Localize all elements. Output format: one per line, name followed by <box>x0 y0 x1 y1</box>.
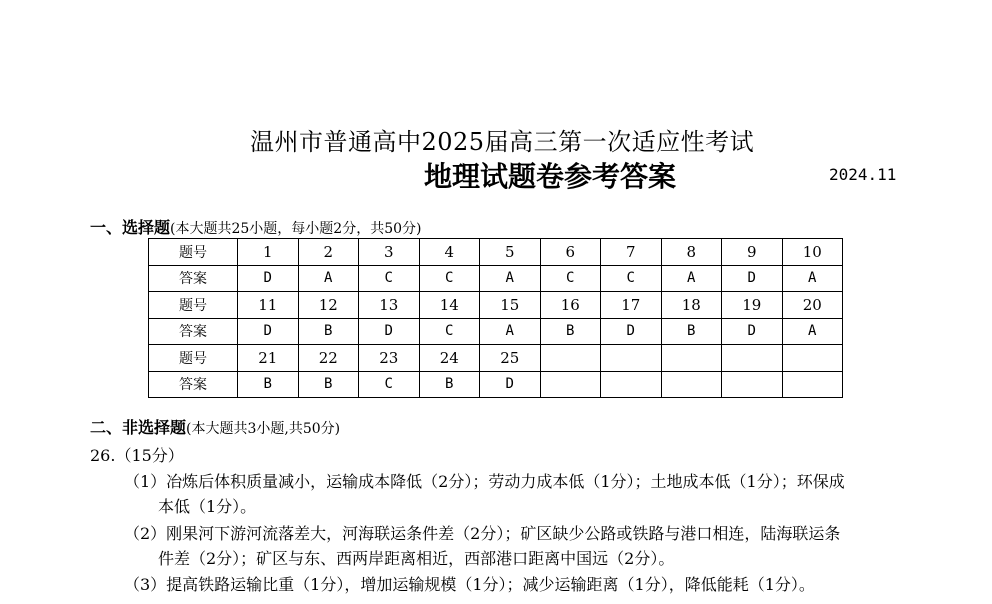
answer-cell: A <box>782 265 843 292</box>
section-1-title: 一、选择题 <box>90 218 171 237</box>
answer-cell: B <box>661 318 722 345</box>
question-number-row <box>149 239 843 266</box>
section-2-heading <box>90 415 340 438</box>
question-number-cell: 5 <box>480 239 541 266</box>
question-number-cell: 11 <box>238 292 299 319</box>
section-2-title: 二、非选择题 <box>90 418 187 437</box>
answer-cell: D <box>722 265 783 292</box>
section-2-note: (本大题共3小题,共50分) <box>186 421 341 437</box>
answer-cell: C <box>359 265 420 292</box>
answer-label: 答案 <box>149 265 238 292</box>
question-number-cell: 6 <box>540 239 601 266</box>
answer-cell: D <box>359 318 420 345</box>
question-number-label: 题号 <box>149 239 238 266</box>
answer-row <box>149 265 843 292</box>
answer-cell: B <box>298 371 359 398</box>
question-number-cell <box>722 345 783 372</box>
answer-cell: B <box>540 318 601 345</box>
q26-part3-line1: （3）提高铁路运输比重（1分），增加运输规模（1分）；减少运输距离（1分），降低能耗（1分）。 <box>124 575 815 594</box>
answer-cell <box>540 371 601 398</box>
answer-cell: B <box>238 371 299 398</box>
question-number-cell: 9 <box>722 239 783 266</box>
answer-row <box>149 318 843 345</box>
document-date: 2024.11 <box>829 165 897 184</box>
answer-cell: D <box>238 318 299 345</box>
question-number-cell <box>540 345 601 372</box>
question-number-cell: 16 <box>540 292 601 319</box>
question-number-cell: 8 <box>661 239 722 266</box>
answer-cell: A <box>298 265 359 292</box>
answer-cell: B <box>298 318 359 345</box>
answer-cell: C <box>359 371 420 398</box>
question-number-cell: 15 <box>480 292 541 319</box>
answer-cell: D <box>480 371 541 398</box>
answer-cell <box>782 371 843 398</box>
question-number-row <box>149 292 843 319</box>
answer-table <box>148 238 843 398</box>
answer-cell: D <box>601 318 662 345</box>
q26-part1-line1: （1）冶炼后体积质量减小，运输成本降低（2分）；劳动力成本低（1分）；土地成本低（1分）；环保成 <box>124 472 845 491</box>
answer-cell: C <box>419 318 480 345</box>
document-title: 温州市普通高中2025届高三第一次适应性考试 <box>250 128 755 156</box>
answer-label: 答案 <box>149 371 238 398</box>
answer-cell: A <box>480 318 541 345</box>
answer-cell: C <box>601 265 662 292</box>
answer-cell: A <box>480 265 541 292</box>
question-number-label: 题号 <box>149 292 238 319</box>
question-number-cell: 25 <box>480 345 541 372</box>
q26-part2-line2: 件差（2分）；矿区与东、西两岸距离相近，西部港口距离中国远（2分）。 <box>158 549 675 568</box>
answer-cell: A <box>661 265 722 292</box>
answer-cell <box>722 371 783 398</box>
answer-label: 答案 <box>149 318 238 345</box>
question-number-cell: 13 <box>359 292 420 319</box>
question-number-cell: 23 <box>359 345 420 372</box>
question-number-cell: 19 <box>722 292 783 319</box>
q26-part1-line2: 本低（1分）。 <box>158 497 257 516</box>
question-number-cell: 14 <box>419 292 480 319</box>
question-number-cell <box>601 345 662 372</box>
question-number-label: 题号 <box>149 345 238 372</box>
section-1-note: (本大题共25小题，每小题2分，共50分) <box>170 221 422 237</box>
answer-cell: D <box>238 265 299 292</box>
answer-cell <box>661 371 722 398</box>
answer-cell: D <box>722 318 783 345</box>
question-number-cell: 22 <box>298 345 359 372</box>
question-number-cell <box>782 345 843 372</box>
question-number-cell: 21 <box>238 345 299 372</box>
question-number-cell: 1 <box>238 239 299 266</box>
answer-cell: B <box>419 371 480 398</box>
question-26-label: 26.（15分） <box>90 446 184 465</box>
answer-cell: C <box>540 265 601 292</box>
section-1-heading <box>90 215 421 238</box>
question-number-cell: 20 <box>782 292 843 319</box>
question-number-cell: 2 <box>298 239 359 266</box>
answer-cell: A <box>782 318 843 345</box>
question-number-cell: 10 <box>782 239 843 266</box>
answer-cell: C <box>419 265 480 292</box>
question-number-cell: 12 <box>298 292 359 319</box>
question-number-cell: 3 <box>359 239 420 266</box>
question-number-cell: 17 <box>601 292 662 319</box>
answer-row <box>149 371 843 398</box>
answer-cell <box>601 371 662 398</box>
question-number-cell: 18 <box>661 292 722 319</box>
q26-part2-line1: （2）刚果河下游河流落差大，河海联运条件差（2分）；矿区缺少公路或铁路与港口相连，陆海联运条 <box>124 524 841 543</box>
question-number-cell <box>661 345 722 372</box>
document-subtitle: 地理试题卷参考答案 <box>424 160 677 193</box>
question-number-cell: 7 <box>601 239 662 266</box>
question-number-cell: 4 <box>419 239 480 266</box>
question-number-row <box>149 345 843 372</box>
question-number-cell: 24 <box>419 345 480 372</box>
